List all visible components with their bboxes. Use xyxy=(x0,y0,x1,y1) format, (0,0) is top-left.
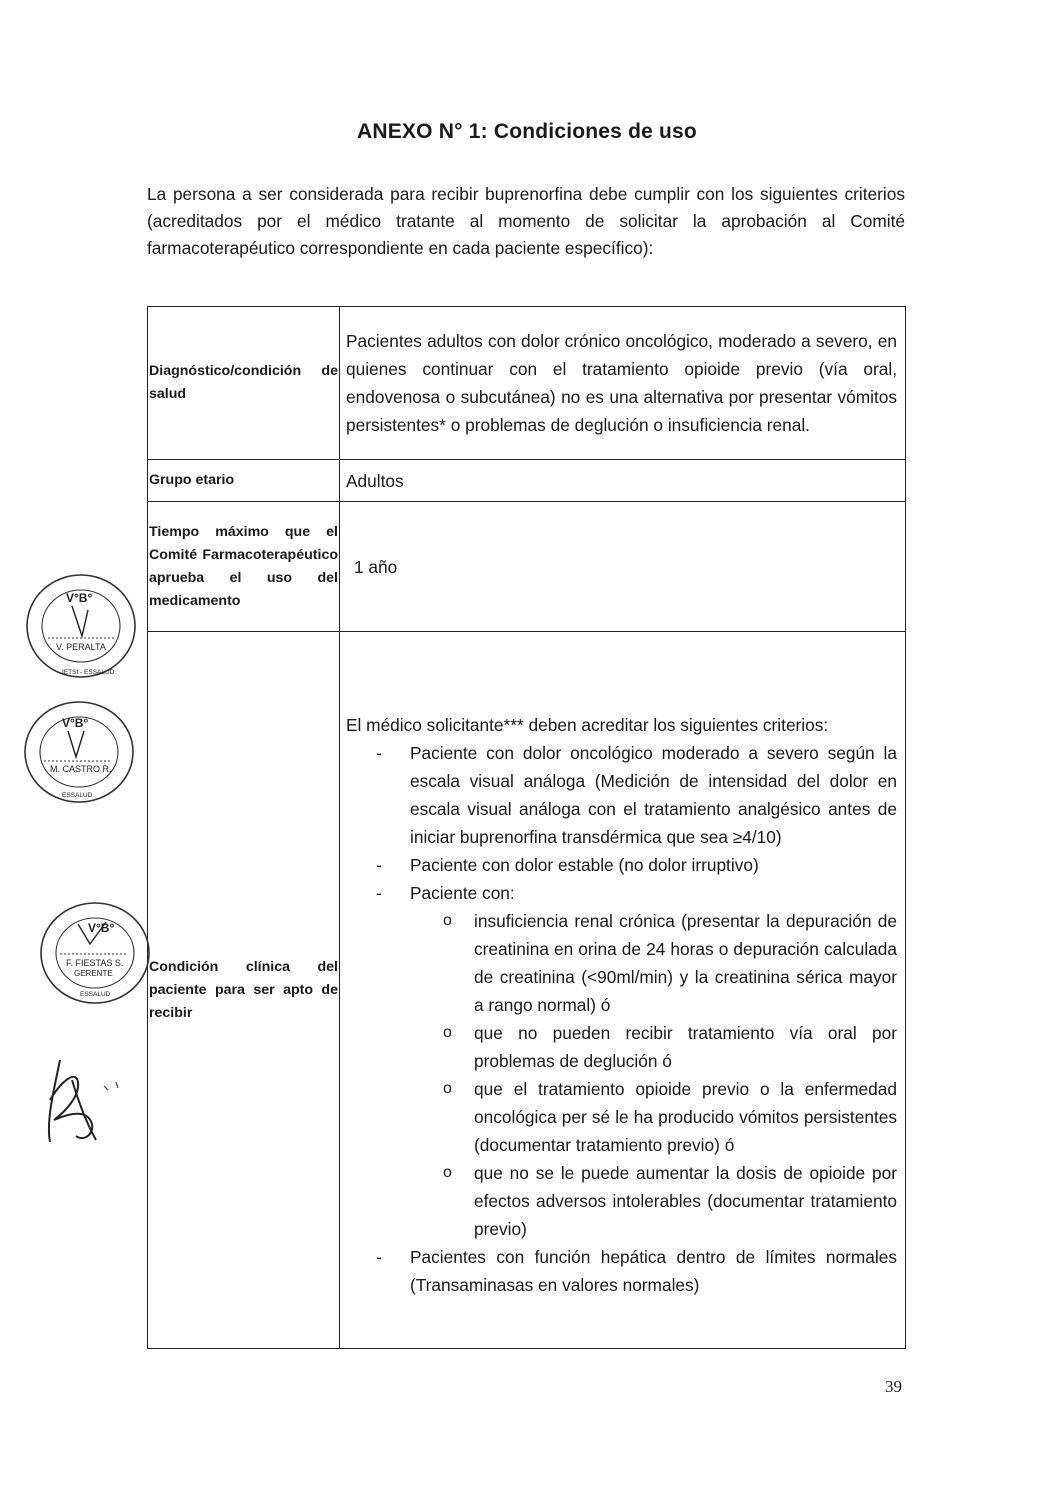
stamp-vb: V°B° xyxy=(62,716,89,730)
criteria-cell xyxy=(340,632,906,1349)
table-row xyxy=(148,460,906,502)
row-value: Adultos xyxy=(340,460,906,502)
stamp-role: GERENTE xyxy=(74,969,113,978)
intro-paragraph: La persona a ser considerada para recibir buprenorfina debe cumplir con los siguientes criterios (acreditados por el médico tratante al momento de solicitar la aprobación al Comité farmacoterapéutico correspondiente en cada paciente específico): xyxy=(147,184,905,258)
subcriteria-item: o insuficiencia renal crónica (presentar la depuración de creatinina en orina de 24 horas o depuración calculada de creatinina (<90ml/min) y la creatinina sérica mayor a rango normal) ó xyxy=(474,907,897,1019)
subcriteria-item: o que el tratamiento opioide previo o la enfermedad oncológica per sé le ha producido vómitos persistentes (documentar tratamiento previo) ó xyxy=(474,1075,897,1159)
row-label xyxy=(148,307,340,460)
row-label-text: Tiempo máximo que el Comité Farmacoterapéutico aprueba el uso del medicamento xyxy=(149,523,338,609)
row-label xyxy=(148,460,340,502)
subcriteria-list xyxy=(410,907,897,1243)
row-label xyxy=(148,632,340,1349)
criteria-item xyxy=(410,879,897,1243)
approval-stamp-fiestas xyxy=(36,898,154,1008)
criteria-lead: El médico solicitante*** deben acreditar los siguientes criterios: xyxy=(346,715,829,735)
row-value xyxy=(340,502,906,632)
stamp-bottom: ESSALUD xyxy=(62,792,93,799)
table-row xyxy=(148,307,906,460)
stamp-bottom: IETSI - ESSALUD xyxy=(62,669,115,676)
criteria-list xyxy=(346,739,897,1299)
stamp-vb: V°B° xyxy=(66,591,93,605)
handwritten-signature xyxy=(32,1050,142,1150)
row-value-text: 1 año xyxy=(354,556,398,577)
row-label-text: Diagnóstico/condición de salud xyxy=(149,363,338,402)
stamp-name: M. CASTRO R. xyxy=(50,764,112,774)
stamp-bottom: ESSALUD xyxy=(80,991,111,998)
criteria-item-text: Paciente con: xyxy=(410,883,515,903)
row-label-text: Condición clínica del paciente para ser apto de recibir xyxy=(149,958,338,1021)
criteria-item: - Paciente con dolor oncológico moderado a severo según la escala visual análoga (Medición de intensidad del dolor en escala visual análoga con el tratamiento analgésico antes de iniciar buprenorfina transdérmica que sea ≥4/10) xyxy=(410,739,897,851)
approval-stamp-castro xyxy=(20,697,138,807)
conditions-table xyxy=(147,306,906,1349)
subcriteria-item: o que no se le puede aumentar la dosis de opioide por efectos adversos intolerables (documentar tratamiento previo) xyxy=(474,1159,897,1243)
page-number: 39 xyxy=(885,1377,902,1396)
table-row xyxy=(148,632,906,1349)
stamp-name: V. PERALTA xyxy=(56,642,106,652)
approval-stamp-peralta xyxy=(22,570,140,682)
stamp-vb: V°B° xyxy=(88,921,115,935)
row-value: Pacientes adultos con dolor crónico oncológico, moderado a severo, en quienes continuar con el tratamiento opioide previo (vía oral, endovenosa o subcutánea) no es una alternativa por presentar vómitos persistentes* o problemas de deglución o insuficiencia renal. xyxy=(340,307,906,460)
criteria-item: - Paciente con dolor estable (no dolor irruptivo) xyxy=(410,851,897,879)
criteria-item: - Pacientes con función hepática dentro de límites normales (Transaminasas en valores normales) xyxy=(410,1243,897,1299)
stamp-name: F. FIESTAS S. xyxy=(66,958,124,968)
row-label-text: Grupo etario xyxy=(149,472,235,488)
document-title: ANEXO N° 1: Condiciones de uso xyxy=(357,120,697,143)
table-row xyxy=(148,502,906,632)
subcriteria-item: o que no pueden recibir tratamiento vía oral por problemas de deglución ó xyxy=(474,1019,897,1075)
row-label xyxy=(148,502,340,632)
